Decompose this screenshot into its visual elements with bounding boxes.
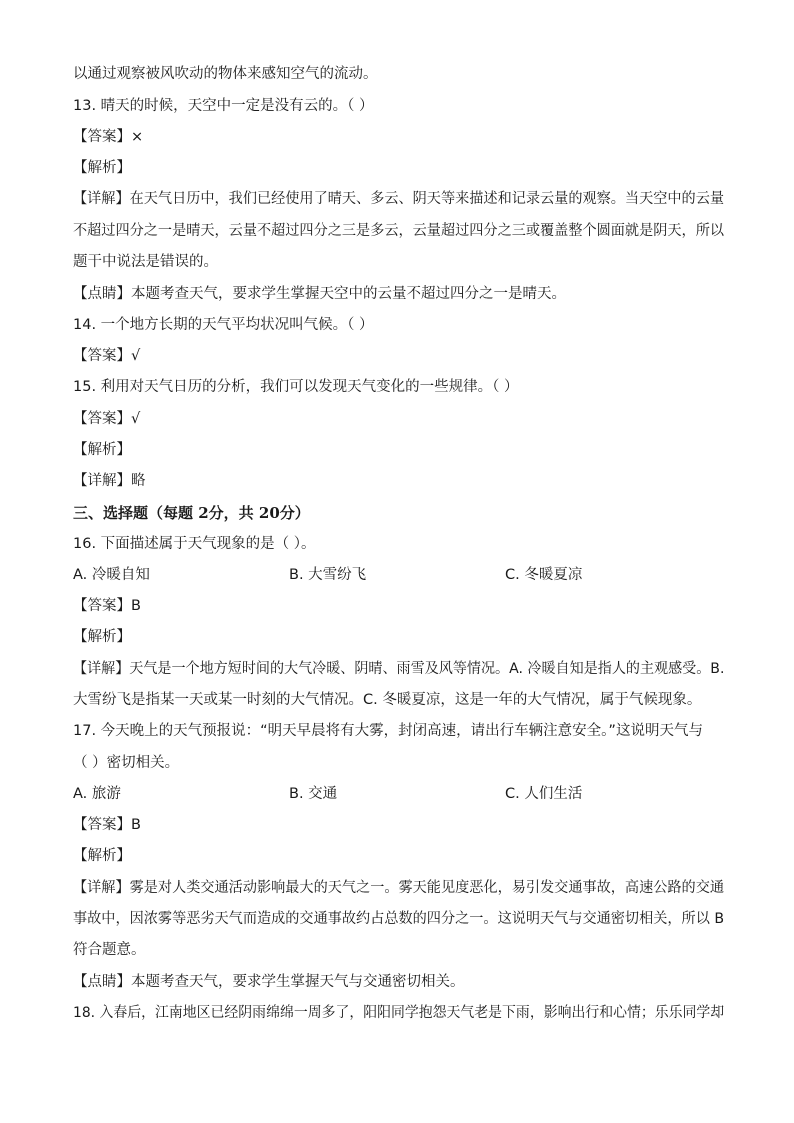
detail-16-line-1: 【详解】天气是一个地方短时间的大气冷暖、阴晴、雨雪及风等情况。A. 冷暖自知是指人的主观感受。B.: [73, 661, 725, 677]
option-16-b: B. 大雪纷飞: [289, 567, 367, 583]
detail-15: 【详解】略: [73, 473, 146, 489]
detail-17-line-2: 事故中，因浓雾等恶劣天气而造成的交通事故约占总数的四分之一。这说明天气与交通密切相关，所以 B: [73, 911, 725, 927]
option-17-c: C. 人们生活: [505, 786, 583, 802]
analysis-label: 【解析】: [73, 848, 131, 864]
question-17-line-1: 17. 今天晚上的天气预报说：“明天早晨将有大雾，封闭高速，请出行车辆注意安全。”这说明天气与: [73, 723, 703, 739]
detail-13-line-1: 【详解】在天气日历中，我们已经使用了晴天、多云、阴天等来描述和记录云量的观察。当天空中的云量: [73, 191, 724, 207]
analysis-label: 【解析】: [73, 160, 131, 176]
option-16-a: A. 冷暖自知: [73, 567, 150, 583]
question-14: 14. 一个地方长期的天气平均状况叫气候。（ ）: [73, 317, 374, 333]
question-18: 18. 入春后，江南地区已经阴雨绵绵一周多了，阳阳同学抱怨天气老是下雨，影响出行和心情；乐乐同学却: [73, 1005, 725, 1021]
detail-13-line-3: 题干中说法是错误的。: [73, 254, 218, 270]
question-13: 13. 晴天的时候，天空中一定是没有云的。（ ）: [73, 98, 374, 114]
detail-17-line-3: 符合题意。: [73, 942, 146, 958]
comment-17: 【点睛】本题考查天气，要求学生掌握天气与交通密切相关。: [73, 974, 465, 990]
question-17-line-2: （ ）密切相关。: [73, 755, 180, 771]
answer-16: 【答案】B: [73, 598, 141, 614]
answer-13: 【答案】×: [73, 129, 144, 145]
question-16: 16. 下面描述属于天气现象的是（ ）。: [73, 536, 316, 552]
detail-16-line-2: 大雪纷飞是指某一天或某一时刻的大气情况。C. 冬暖夏凉，这是一年的大气情况，属于气候现象。: [73, 692, 702, 708]
question-15: 15. 利用对天气日历的分析，我们可以发现天气变化的一些规律。（ ）: [73, 379, 519, 395]
detail-13-line-2: 不超过四分之一是晴天，云量不超过四分之三是多云，云量超过四分之三或覆盖整个圆面就是阴天，所以: [73, 223, 724, 239]
section-heading: 三、选择题（每题 2分，共 20分）: [73, 504, 310, 522]
option-16-c: C. 冬暖夏凉: [505, 567, 583, 583]
answer-17: 【答案】B: [73, 817, 141, 833]
answer-14: 【答案】√: [73, 348, 141, 364]
text-line: 以通过观察被风吹动的物体来感知空气的流动。: [73, 66, 378, 82]
option-17-b: B. 交通: [289, 786, 338, 802]
answer-15: 【答案】√: [73, 411, 141, 427]
analysis-label: 【解析】: [73, 629, 131, 645]
analysis-label: 【解析】: [73, 442, 131, 458]
comment-13: 【点睛】本题考查天气，要求学生掌握天空中的云量不超过四分之一是晴天。: [73, 286, 566, 302]
option-17-a: A. 旅游: [73, 786, 121, 802]
detail-17-line-1: 【详解】雾是对人类交通活动影响最大的天气之一。雾天能见度恶化，易引发交通事故，高速公路的交通: [73, 880, 724, 896]
